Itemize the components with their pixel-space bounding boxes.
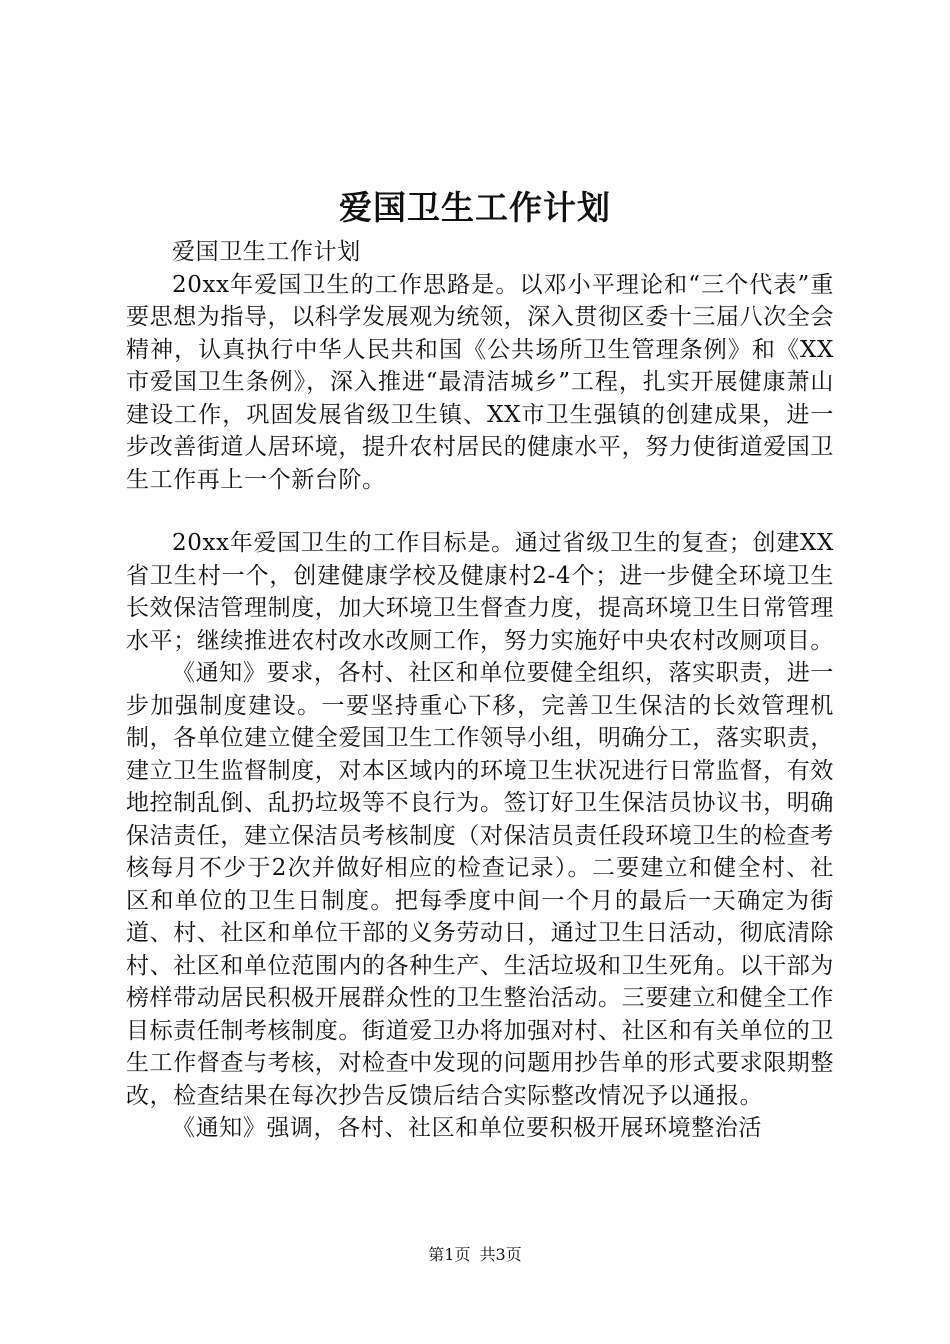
page-footer [0,1244,950,1266]
page-number-current: 第1页 [428,1245,471,1264]
paragraph-work-goal: 20xx年爱国卫生的工作目标是。通过省级卫生的复查；创建XX省卫生村一个，创建健康学校及健康村2-4个；进一步健全环境卫生长效保洁管理制度，加大环境卫生督查力度，提高环境卫生日常管理水平；继续推进农村改水改厕工作，努力实施好中央农村改厕项目。 [126,530,834,654]
document-title: 爱国卫生工作计划 [339,188,611,227]
document-body [126,236,834,1145]
paragraph-notice-requirements: 《通知》要求，各村、社区和单位要健全组织，落实职责，进一步加强制度建设。一要坚持重心下移，完善卫生保洁的长效管理机制，各单位建立健全爱国卫生工作领导小组，明确分工，落实职责，建立卫生监督制度，对本区域内的环境卫生状况进行日常监督，有效地控制乱倒、乱扔垃圾等不良行为。签订好卫生保洁员协议书，明确保洁责任，建立保洁员考核制度（对保洁员责任段环境卫生的检查考核每月不少于2次并做好相应的检查记录）。二要建立和健全村、社区和单位的卫生日制度。把每季度中间一个月的最后一天确定为街道、村、社区和单位干部的义务劳动日，通过卫生日活动，彻底清除村、社区和单位范围内的各种生产、生活垃圾和卫生死角。以干部为榜样带动居民积极开展群众性的卫生整治活动。三要建立和健全工作目标责任制考核制度。街道爱卫办将加强对村、社区和有关单位的卫生工作督查与考核，对检查中发现的问题用抄告单的形式要求限期整改，检查结果在每次抄告反馈后结合实际整改情况予以通报。 [126,660,834,1109]
paragraph-work-idea: 20xx年爱国卫生的工作思路是。以邓小平理论和“三个代表”重要思想为指导，以科学发展观为统领，深入贯彻区委十三届八次全会精神，认真执行中华人民共和国《公共场所卫生管理条例》和《XX市爱国卫生条例》，深入推进“最清洁城乡”工程，扎实开展健康萧山建设工作，巩固发展省级卫生镇、XX市卫生强镇的创建成果，进一步改善街道人居环境，提升农村居民的健康水平，努力使街道爱国卫生工作再上一个新台阶。 [126,271,834,493]
page-number-total: 共3页 [479,1245,522,1264]
paragraph-spacer [126,496,834,527]
paragraph-heading: 爱国卫生工作计划 [172,239,361,265]
paragraph-notice-emphasis: 《通知》强调，各村、社区和单位要积极开展环境整治活 [172,1115,762,1141]
